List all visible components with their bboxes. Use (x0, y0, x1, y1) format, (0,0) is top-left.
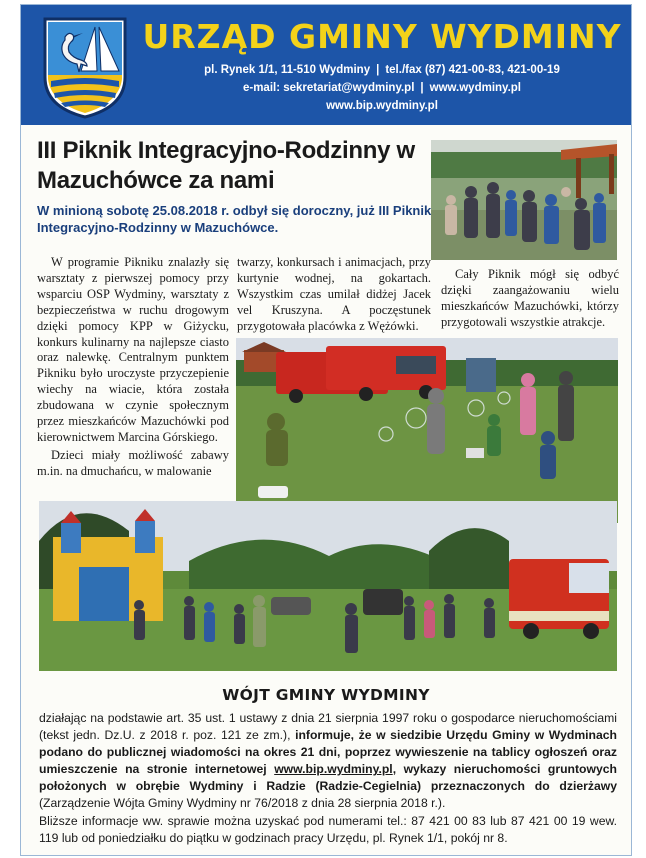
announcement-paragraph (39, 710, 617, 813)
separator: | (420, 82, 424, 94)
announcement-bold-text: informuje, że w siedzibie Urzędu Gminy w Wydminach podano do publicznej wiadomości na okres 21 dni, poprzez wywieszenie na tablicy ogłoszeń oraz umieszczenie na stronie internetowej (39, 728, 617, 777)
photo-crowd-gathering (431, 140, 617, 260)
article-paragraph: twarzy, konkursach i animacjach, przy kurtynie wodnej, na gokartach. Wszystkim czas umilał didżej Jacek vel Kruszyna. A poczęstunek przygotowała placówka z Wężówki. (237, 255, 431, 333)
office-title: URZĄD GMINY WYDMINY (142, 17, 622, 56)
address-text: pl. Rynek 1/1, 11-510 Wydminy (204, 64, 371, 76)
announcement-text: (Zarządzenie Wójta Gminy Wydminy nr 76/2018 z dnia 28 sierpnia 2018 r.). (39, 796, 446, 811)
article-paragraph: Cały Piknik mógł się odbyć dzięki zaangażowaniu wielu mieszkańców Mazuchówki, którzy przygotowali wszystkie atrakcje. (441, 267, 619, 329)
contact-line-address (141, 63, 623, 77)
website-text: www.wydminy.pl (429, 82, 521, 94)
email-text: e-mail: sekretariat@wydminy.pl (242, 82, 415, 94)
bip-text: www.bip.wydminy.pl (326, 100, 438, 112)
article-column-2 (237, 255, 431, 335)
announcement-bold-text: , wykazy nieruchomości gruntowych położonych w obrębie Wydminy i Radzie (Radzie-Cegielnia) przeznaczonych do dzierżawy (39, 762, 617, 794)
article-column-3 (441, 267, 619, 331)
article-headline: III Piknik Integracyjno-Rodzinny w Mazuchówce za nami (37, 137, 415, 194)
bip-link[interactable]: www.bip.wydminy.pl (274, 762, 393, 777)
announcement-contact: Bliższe informacje ww. sprawie można uzyskać pod numerami tel.: 87 421 00 83 lub 87 421 00 19 wew. 119 lub od poniedziałku do piątku w godzinach pracy Urzędu, pl. Rynek 1/1, pokój nr 8. (39, 813, 617, 845)
article-lead: W minioną sobotę 25.08.2018 r. odbył się doroczny, już III Piknik Integracyjno-Rodzinny w Mazuchówce. (37, 203, 432, 235)
announcement-title: WÓJT GMINY WYDMINY (222, 686, 430, 704)
photo-picnic-field (39, 501, 617, 671)
article-column-1 (37, 255, 229, 480)
phone-text: tel./fax (87) 421-00-83, 421-00-19 (385, 64, 560, 76)
contact-line-bip (141, 99, 623, 113)
separator: | (376, 64, 380, 76)
announcement-text: działając na podstawie art. 35 ust. 1 ustawy z dnia 21 sierpnia 1997 roku o gospodarce nieruchomościami (tekst jedn. Dz.U. z 2018 r. poz. 121 ze zm.), (39, 711, 617, 743)
photo-children-bubbles (236, 338, 618, 523)
newspaper-page (20, 4, 632, 856)
article-paragraph: Dzieci miały możliwość zabawy m.in. na dmuchańcu, w malowanie (37, 447, 229, 478)
announcement-body (39, 710, 617, 847)
coat-of-arms-heron-icon (41, 15, 129, 119)
header-banner (21, 5, 631, 125)
contact-line-web (141, 81, 623, 95)
article-paragraph: W programie Pikniku znalazły się warsztaty z pierwszej pomocy przy wsparciu OSP Wydminy, warsztaty z bezpieczeństwa w ruchu drogowym dzięki pomocy KPP w Giżycku, konkurs kulinarny na najlepsze ciasto oraz nalewkę. Centralnym punktem Pikniku było uroczyste przyczepienie wiechy na wiacie, która została zbudowana w czynie społecznym przez mieszkańców Mazuchówki pod kierownictwem Marcina Górskiego. (37, 255, 229, 444)
